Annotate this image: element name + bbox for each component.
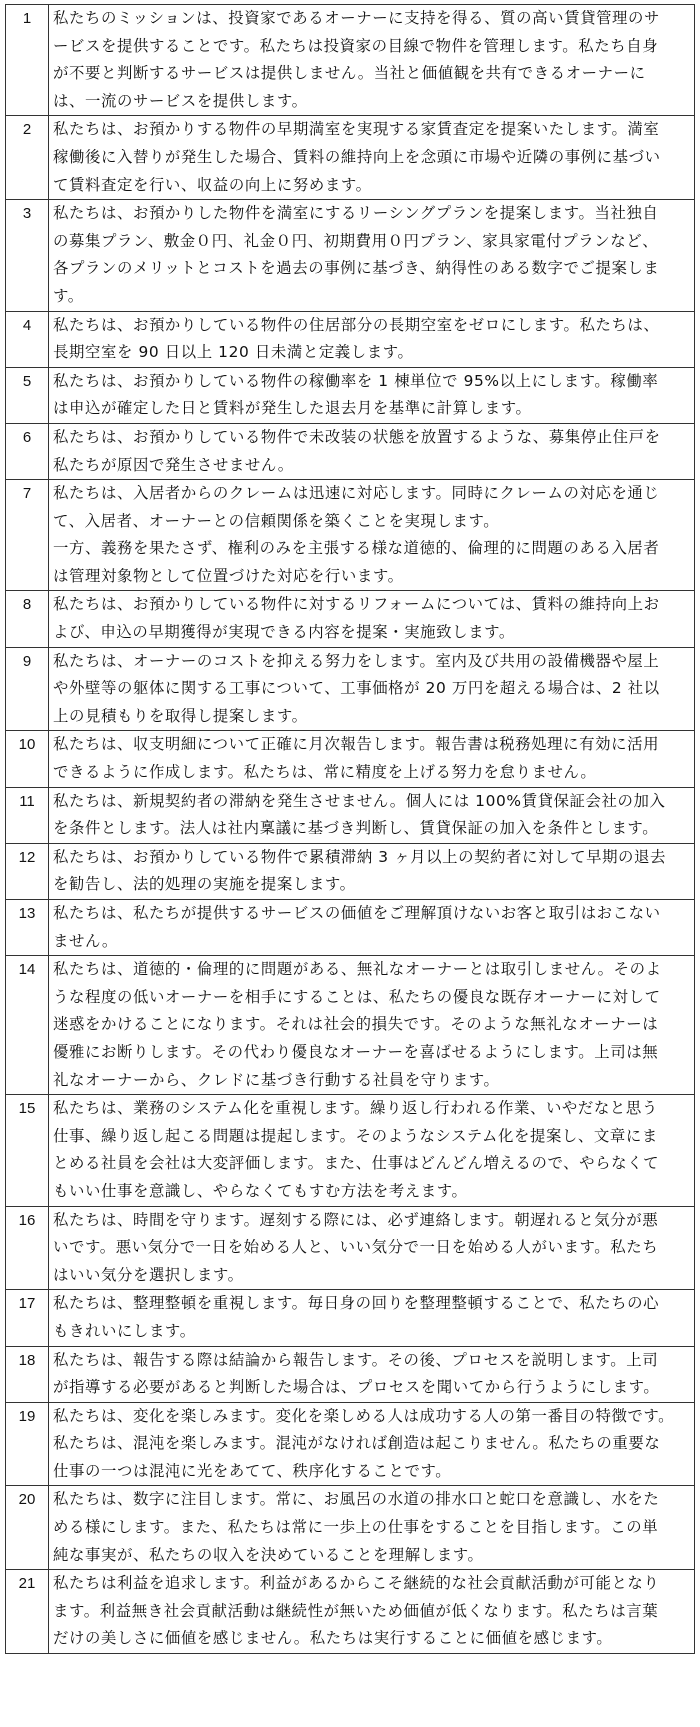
credo-row	[6, 1570, 695, 1654]
item-text-line: 私たちは、お預かりした物件を満室にするリーシングプランを提案します。当社独自	[53, 204, 659, 223]
credo-row	[6, 647, 695, 731]
item-text	[49, 423, 695, 479]
item-text-line: 私たちのミッションは、投資家であるオーナーに支持を得る、質の高い賃貸管理のサ	[53, 9, 661, 27]
item-number: 9	[6, 647, 49, 731]
item-text-line: だけの美しさに価値を感じません。私たちは実行することに価値を感じます。	[53, 1629, 613, 1648]
item-text	[49, 843, 695, 899]
item-text-line: もいい仕事を意識し、やらなくてもすむ方法を考えます。	[53, 1181, 468, 1200]
item-text-line: 長期空室を 90 日以上 120 日未満と定義します。	[53, 343, 414, 362]
item-text	[49, 1346, 695, 1402]
credo-row	[6, 116, 695, 200]
credo-row	[6, 5, 695, 116]
item-text-line: て、入居者、オーナーとの信頼関係を築くことを実現します。	[53, 511, 500, 530]
item-number: 1	[6, 5, 49, 116]
item-text-line: ービスを提供することです。私たちは投資家の目線で物件を管理します。私たち自身	[53, 36, 659, 55]
item-text-line: 私たちは、入居者からのクレームは迅速に対応します。同時にクレームの対応を通じ	[53, 484, 660, 503]
item-text-line: 私たちは、私たちが提供するサービスの価値をご理解頂けないお客と取引はおこない	[53, 904, 661, 922]
item-text	[49, 311, 695, 367]
item-text-line: もきれいにします。	[53, 1321, 196, 1340]
item-text-line: 私たちは、お預かりしている物件の住居部分の長期空室をゼロにします。私たちは、	[53, 315, 660, 334]
item-text	[49, 647, 695, 731]
item-text	[49, 591, 695, 647]
item-text	[49, 5, 695, 116]
item-number: 12	[6, 843, 49, 899]
credo-row	[6, 200, 695, 311]
credo-row	[6, 591, 695, 647]
item-text-line: いです。悪い気分で一日を始める人と、いい気分で一日を始める人がいます。私たち	[53, 1238, 659, 1257]
credo-row	[6, 367, 695, 423]
item-text-line: 私たちは、業務のシステム化を重視します。繰り返し行われる作業、いやだなと思う	[53, 1099, 658, 1118]
item-text	[49, 1570, 695, 1654]
item-number: 19	[6, 1402, 49, 1486]
item-text-line: ません。	[53, 931, 118, 950]
item-text-line: 私たちは、変化を楽しみます。変化を楽しめる人は成功する人の第一番目の特徴です。	[53, 1406, 675, 1425]
item-number: 10	[6, 731, 49, 787]
item-number: 2	[6, 116, 49, 200]
credo-row	[6, 843, 695, 899]
item-text	[49, 1095, 695, 1206]
credo-table	[5, 4, 695, 1654]
credo-row	[6, 731, 695, 787]
credo-row	[6, 1095, 695, 1206]
item-text-line: とめる社員を会社は大変評価します。また、仕事はどんどん増えるので、やらなくて	[53, 1154, 660, 1173]
item-text-line: 一方、義務を果たさず、権利のみを主張する様な道徳的、倫理的に問題のある入居者	[53, 539, 660, 558]
item-number: 8	[6, 591, 49, 647]
item-text	[49, 900, 695, 956]
credo-row	[6, 956, 695, 1095]
item-text-line: 迷惑をかけることになります。それは社会的損失です。そのような無礼なオーナーは	[53, 1015, 659, 1034]
item-text-line: 私たちは、数字に注目します。常に、お風呂の水道の排水口と蛇口を意識し、水をた	[53, 1490, 660, 1509]
item-text-line: は申込が確定した日と賃料が発生した退去月を基準に計算します。	[53, 399, 532, 418]
item-text-line: 優雅にお断りします。その代わり優良なオーナーを喜ばせるようにします。上司は無	[53, 1042, 659, 1061]
credo-row	[6, 1206, 695, 1290]
item-number: 3	[6, 200, 49, 311]
item-text	[49, 1486, 695, 1570]
item-text	[49, 480, 695, 591]
item-text-line: 私たちは、お預かりしている物件に対するリフォームについては、賃料の維持向上お	[53, 595, 660, 614]
credo-row	[6, 311, 695, 367]
item-text-line: 私たちは、お預かりしている物件の稼働率を 1 棟単位で 95%以上にします。稼働率	[53, 371, 659, 390]
item-number: 21	[6, 1570, 49, 1654]
item-number: 7	[6, 480, 49, 591]
item-text-line: 私たちは、お預かりしている物件で累積滞納 3 ヶ月以上の契約者に対して早期の退去	[53, 847, 667, 866]
item-text-line: す。	[53, 286, 84, 305]
item-number: 13	[6, 900, 49, 956]
item-text-line: 私たちは利益を追求します。利益があるからこそ継続的な社会貢献活動が可能となり	[53, 1574, 660, 1593]
item-text-line: 私たちは、お預かりする物件の早期満室を実現する家賃査定を提案いたします。満室	[53, 120, 660, 139]
item-text-line: 私たちは、道徳的・倫理的に問題がある、無礼なオーナーとは取引しません。そのよ	[53, 960, 662, 979]
item-text	[49, 367, 695, 423]
credo-table-body	[6, 5, 695, 1654]
item-text-line: 各プランのメリットとコストを過去の事例に基づき、納得性のある数字でご提案しま	[53, 259, 660, 278]
item-text-line: が指導する必要があると判断した場合は、プロセスを聞いてから行うようにします。	[53, 1378, 660, 1397]
item-text-line: 私たちは、新規契約者の滞納を発生させません。個人には 100%賃貸保証会社の加入	[53, 791, 666, 810]
item-text-line: 私たちは、報告する際は結論から報告します。その後、プロセスを説明します。上司	[53, 1350, 659, 1369]
item-number: 20	[6, 1486, 49, 1570]
credo-row	[6, 480, 695, 591]
item-text-line: 仕事、繰り返し起こる問題は提起します。そのようなシステム化を提案し、文章にま	[53, 1126, 658, 1145]
credo-row	[6, 1290, 695, 1346]
item-text	[49, 1290, 695, 1346]
credo-row	[6, 900, 695, 956]
credo-row	[6, 1346, 695, 1402]
item-number: 11	[6, 787, 49, 843]
item-text-line: 私たちは、時間を守ります。遅刻する際には、必ず連絡します。朝遅れると気分が悪	[53, 1210, 659, 1229]
item-text-line: はいい気分を選択します。	[53, 1265, 244, 1284]
credo-row	[6, 787, 695, 843]
item-text-line: 礼なオーナーから、クレドに基づき行動する社員を守ります。	[53, 1070, 500, 1089]
item-number: 18	[6, 1346, 49, 1402]
item-text-line: は管理対象物として位置づけた対応を行います。	[53, 566, 404, 585]
item-number: 15	[6, 1095, 49, 1206]
item-text-line: うな程度の低いオーナーを相手にすることは、私たちの優良な既存オーナーに対して	[53, 987, 661, 1006]
item-text-line: 仕事の一つは混沌に光をあてて、秩序化することです。	[53, 1461, 452, 1480]
item-number: 6	[6, 423, 49, 479]
item-text-line: 私たちは、お預かりしている物件で未改装の状態を放置するような、募集停止住戸を	[53, 427, 661, 446]
item-number: 4	[6, 311, 49, 367]
item-text-line: 私たちが原因で発生させません。	[53, 455, 294, 474]
item-text-line: 上の見積もりを取得し提案します。	[53, 706, 308, 725]
item-text-line: を勧告し、法的処理の実施を提案します。	[53, 875, 356, 894]
item-number: 17	[6, 1290, 49, 1346]
item-text	[49, 200, 695, 311]
item-text-line: 私たちは、オーナーのコストを抑える努力をします。室内及び共用の設備機器や屋上	[53, 651, 660, 670]
item-text-line: が不要と判断するサービスは提供しません。当社と価値観を共有できるオーナーに	[53, 64, 646, 83]
item-text-line: 私たちは、混沌を楽しみます。混沌がなければ創造は起こりません。私たちの重要な	[53, 1434, 661, 1453]
item-number: 14	[6, 956, 49, 1095]
item-text	[49, 1402, 695, 1486]
item-text	[49, 956, 695, 1095]
item-text-line: を条件とします。法人は社内稟議に基づき判断し、賃貸保証の加入を条件とします。	[53, 819, 659, 838]
item-text-line: は、一流のサービスを提供します。	[53, 91, 308, 110]
item-text-line: や外壁等の躯体に関する工事について、工事価格が 20 万円を超える場合は、2 社以	[53, 679, 660, 698]
item-text-line: める様にします。また、私たちは常に一歩上の仕事をすることを目指します。この単	[53, 1518, 659, 1537]
item-text-line: の募集プラン、敷金０円、礼金０円、初期費用０円プラン、家具家電付プランなど、	[53, 231, 659, 250]
item-number: 16	[6, 1206, 49, 1290]
item-text-line: 稼働後に入替りが発生した場合、賃料の維持向上を念頭に市場や近隣の事例に基づい	[53, 147, 661, 166]
item-text-line: て賃料査定を行い、収益の向上に努めます。	[53, 175, 372, 194]
item-text-line: 私たちは、収支明細について正確に月次報告します。報告書は税務処理に有効に活用	[53, 735, 660, 754]
item-text	[49, 731, 695, 787]
item-text-line: 純な事実が、私たちの収入を決めていることを理解します。	[53, 1545, 484, 1564]
item-text	[49, 1206, 695, 1290]
item-text-line: 私たちは、整理整頓を重視します。毎日身の回りを整理整頓することで、私たちの心	[53, 1294, 660, 1313]
item-text-line: よび、申込の早期獲得が実現できる内容を提案・実施致します。	[53, 623, 515, 642]
credo-row	[6, 1486, 695, 1570]
item-text	[49, 787, 695, 843]
item-text-line: ます。利益無き社会貢献活動は継続性が無いため価値が低くなります。私たちは言葉	[53, 1601, 659, 1620]
item-text-line: できるように作成します。私たちは、常に精度を上げる努力を怠りません。	[53, 763, 597, 782]
item-number: 5	[6, 367, 49, 423]
credo-row	[6, 1402, 695, 1486]
item-text	[49, 116, 695, 200]
credo-row	[6, 423, 695, 479]
